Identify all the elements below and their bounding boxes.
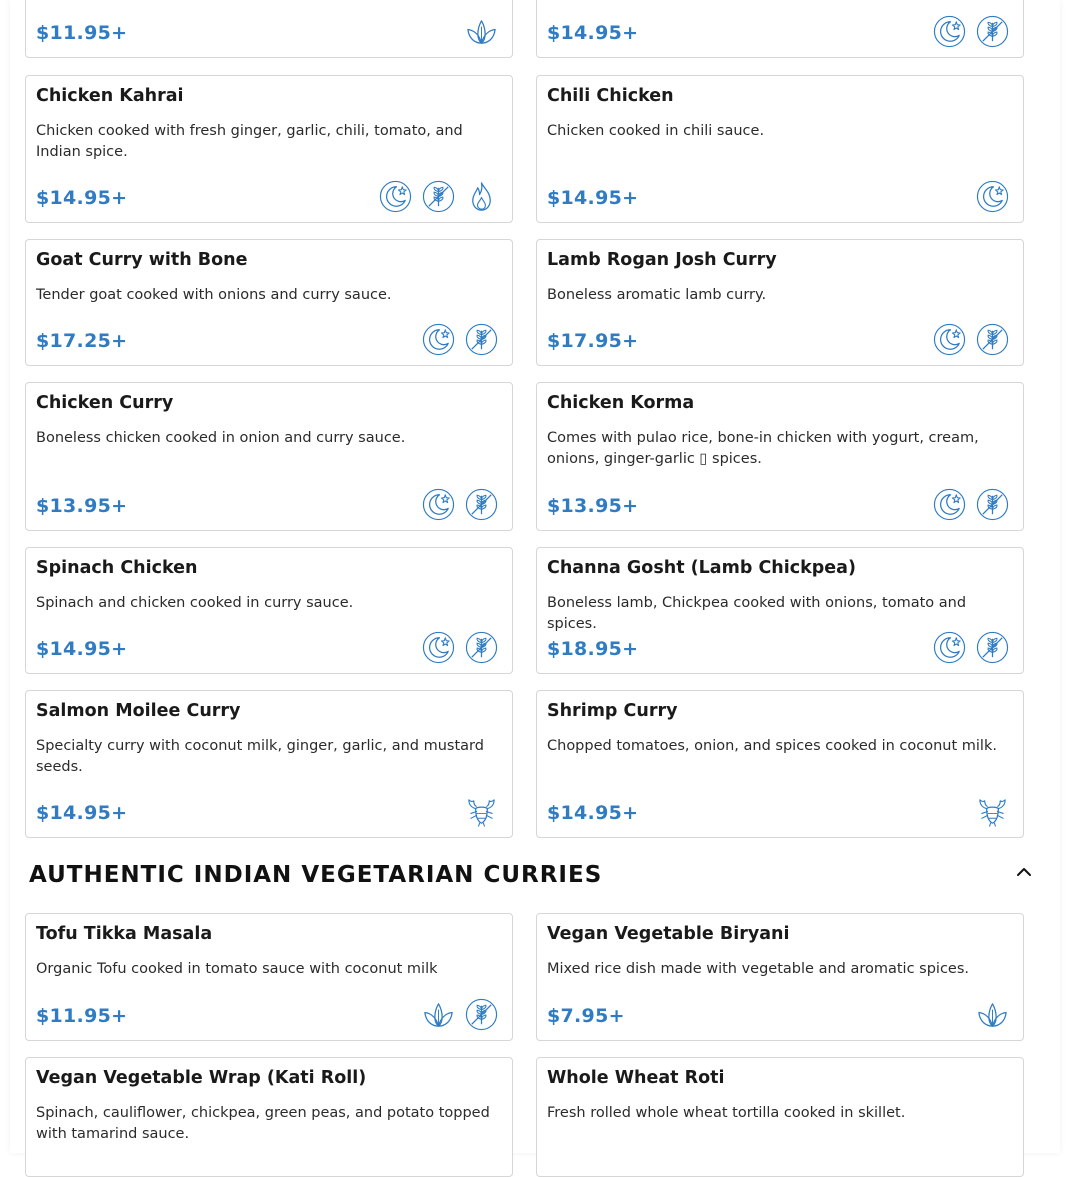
item-description: Spinach and chicken cooked in curry sauce. <box>36 595 354 611</box>
halal-moon-icon <box>379 180 412 213</box>
item-name: Vegan Vegetable Wrap (Kati Roll) <box>36 1068 367 1088</box>
menu-grid-row <box>25 239 1024 366</box>
gluten-free-icon <box>976 631 1009 664</box>
dietary-icons <box>933 15 1009 48</box>
dietary-icons <box>976 180 1009 213</box>
dietary-icons <box>933 323 1009 356</box>
item-price: $11.95+ <box>36 22 128 44</box>
menu-item-card[interactable] <box>25 690 513 838</box>
menu-grid-row <box>25 913 1024 1041</box>
item-description: Spinach, cauliflower, chickpea, green peas, and potato topped with tamarind sauce. <box>36 1105 490 1142</box>
menu-grid-row <box>25 382 1024 531</box>
gluten-free-icon <box>422 180 455 213</box>
menu-item-card[interactable] <box>25 547 513 674</box>
gluten-free-icon <box>465 998 498 1031</box>
gluten-free-icon <box>976 488 1009 521</box>
item-description: Boneless aromatic lamb curry. <box>547 287 767 303</box>
item-price: $14.95+ <box>36 802 128 824</box>
item-description: Boneless lamb, Chickpea cooked with onions, tomato and spices. <box>547 595 967 632</box>
item-price: $17.25+ <box>36 330 128 352</box>
menu-item-card[interactable] <box>25 239 513 366</box>
menu-item-card[interactable] <box>25 382 513 531</box>
item-name: Chicken Curry <box>36 393 174 413</box>
item-price: $7.95+ <box>547 1005 625 1027</box>
item-name: Lamb Rogan Josh Curry <box>547 250 777 270</box>
item-description: Comes with pulao rice, bone-in chicken with yogurt, cream, onions, ginger-garlic ▯ spices. <box>547 430 979 467</box>
menu-grid-row <box>25 690 1024 838</box>
halal-moon-icon <box>933 488 966 521</box>
item-description: Boneless chicken cooked in onion and curry sauce. <box>36 430 406 446</box>
menu-grid-row <box>25 75 1024 223</box>
dietary-icons <box>465 15 498 48</box>
item-description: Chopped tomatoes, onion, and spices cooked in coconut milk. <box>547 738 997 754</box>
dietary-icons <box>422 998 498 1031</box>
dietary-icons <box>933 488 1009 521</box>
menu-item-card[interactable] <box>536 913 1024 1041</box>
item-name: Salmon Moilee Curry <box>36 701 241 721</box>
menu-grid-top <box>25 0 1024 58</box>
menu-item-card[interactable] <box>25 1057 513 1177</box>
gluten-free-icon <box>976 15 1009 48</box>
menu-item-card[interactable] <box>536 0 1024 58</box>
item-description: Specialty curry with coconut milk, ginger, garlic, and mustard seeds. <box>36 738 484 775</box>
menu-item-card[interactable] <box>536 690 1024 838</box>
dietary-icons <box>976 795 1009 828</box>
item-price: $14.95+ <box>547 22 639 44</box>
item-price: $17.95+ <box>547 330 639 352</box>
item-price: $18.95+ <box>547 638 639 660</box>
menu-item-card[interactable] <box>536 75 1024 223</box>
halal-moon-icon <box>933 631 966 664</box>
vegan-leaf-icon <box>465 15 498 48</box>
gluten-free-icon <box>465 631 498 664</box>
item-price: $13.95+ <box>36 495 128 517</box>
menu-grid-row <box>25 1057 1024 1177</box>
menu-item-card[interactable] <box>536 1057 1024 1177</box>
menu-item-card[interactable] <box>25 913 513 1041</box>
chevron-up-icon[interactable] <box>1012 860 1036 884</box>
vegan-leaf-icon <box>422 998 455 1031</box>
dietary-icons <box>465 795 498 828</box>
dietary-icons <box>422 631 498 664</box>
shellfish-icon <box>465 795 498 828</box>
item-name: Shrimp Curry <box>547 701 678 721</box>
dietary-icons <box>422 488 498 521</box>
item-description: Chicken cooked with fresh ginger, garlic, chili, tomato, and Indian spice. <box>36 123 463 160</box>
dietary-icons <box>422 323 498 356</box>
section-title: AUTHENTIC INDIAN VEGETARIAN CURRIES <box>29 862 603 888</box>
item-name: Tofu Tikka Masala <box>36 924 213 944</box>
item-name: Vegan Vegetable Biryani <box>547 924 790 944</box>
item-name: Chicken Kahrai <box>36 86 184 106</box>
item-description: Organic Tofu cooked in tomato sauce with coconut milk <box>36 961 438 977</box>
dietary-icons <box>933 631 1009 664</box>
item-name: Chili Chicken <box>547 86 674 106</box>
menu-item-card[interactable] <box>536 547 1024 674</box>
gluten-free-icon <box>976 323 1009 356</box>
item-price: $13.95+ <box>547 495 639 517</box>
item-name: Spinach Chicken <box>36 558 198 578</box>
spicy-flame-icon <box>465 180 498 213</box>
item-price: $14.95+ <box>36 187 128 209</box>
menu-item-card[interactable] <box>25 75 513 223</box>
vegan-leaf-icon <box>976 998 1009 1031</box>
halal-moon-icon <box>422 488 455 521</box>
gluten-free-icon <box>465 323 498 356</box>
dietary-icons <box>379 180 498 213</box>
item-price: $14.95+ <box>36 638 128 660</box>
item-name: Goat Curry with Bone <box>36 250 248 270</box>
halal-moon-icon <box>422 631 455 664</box>
menu-item-card[interactable] <box>25 0 513 58</box>
item-price: $14.95+ <box>547 802 639 824</box>
item-description: Chicken cooked in chili sauce. <box>547 123 765 139</box>
menu-item-card[interactable] <box>536 382 1024 531</box>
item-description: Mixed rice dish made with vegetable and aromatic spices. <box>547 961 970 977</box>
dietary-icons <box>976 998 1009 1031</box>
item-name: Channa Gosht (Lamb Chickpea) <box>547 558 856 578</box>
halal-moon-icon <box>422 323 455 356</box>
halal-moon-icon <box>933 323 966 356</box>
gluten-free-icon <box>465 488 498 521</box>
halal-moon-icon <box>933 15 966 48</box>
menu-item-card[interactable] <box>536 239 1024 366</box>
item-price: $11.95+ <box>36 1005 128 1027</box>
item-name: Chicken Korma <box>547 393 695 413</box>
halal-moon-icon <box>976 180 1009 213</box>
menu-grid-row <box>25 547 1024 674</box>
item-description: Fresh rolled whole wheat tortilla cooked in skillet. <box>547 1105 906 1121</box>
item-price: $14.95+ <box>547 187 639 209</box>
item-description: Tender goat cooked with onions and curry sauce. <box>36 287 392 303</box>
shellfish-icon <box>976 795 1009 828</box>
item-name: Whole Wheat Roti <box>547 1068 725 1088</box>
